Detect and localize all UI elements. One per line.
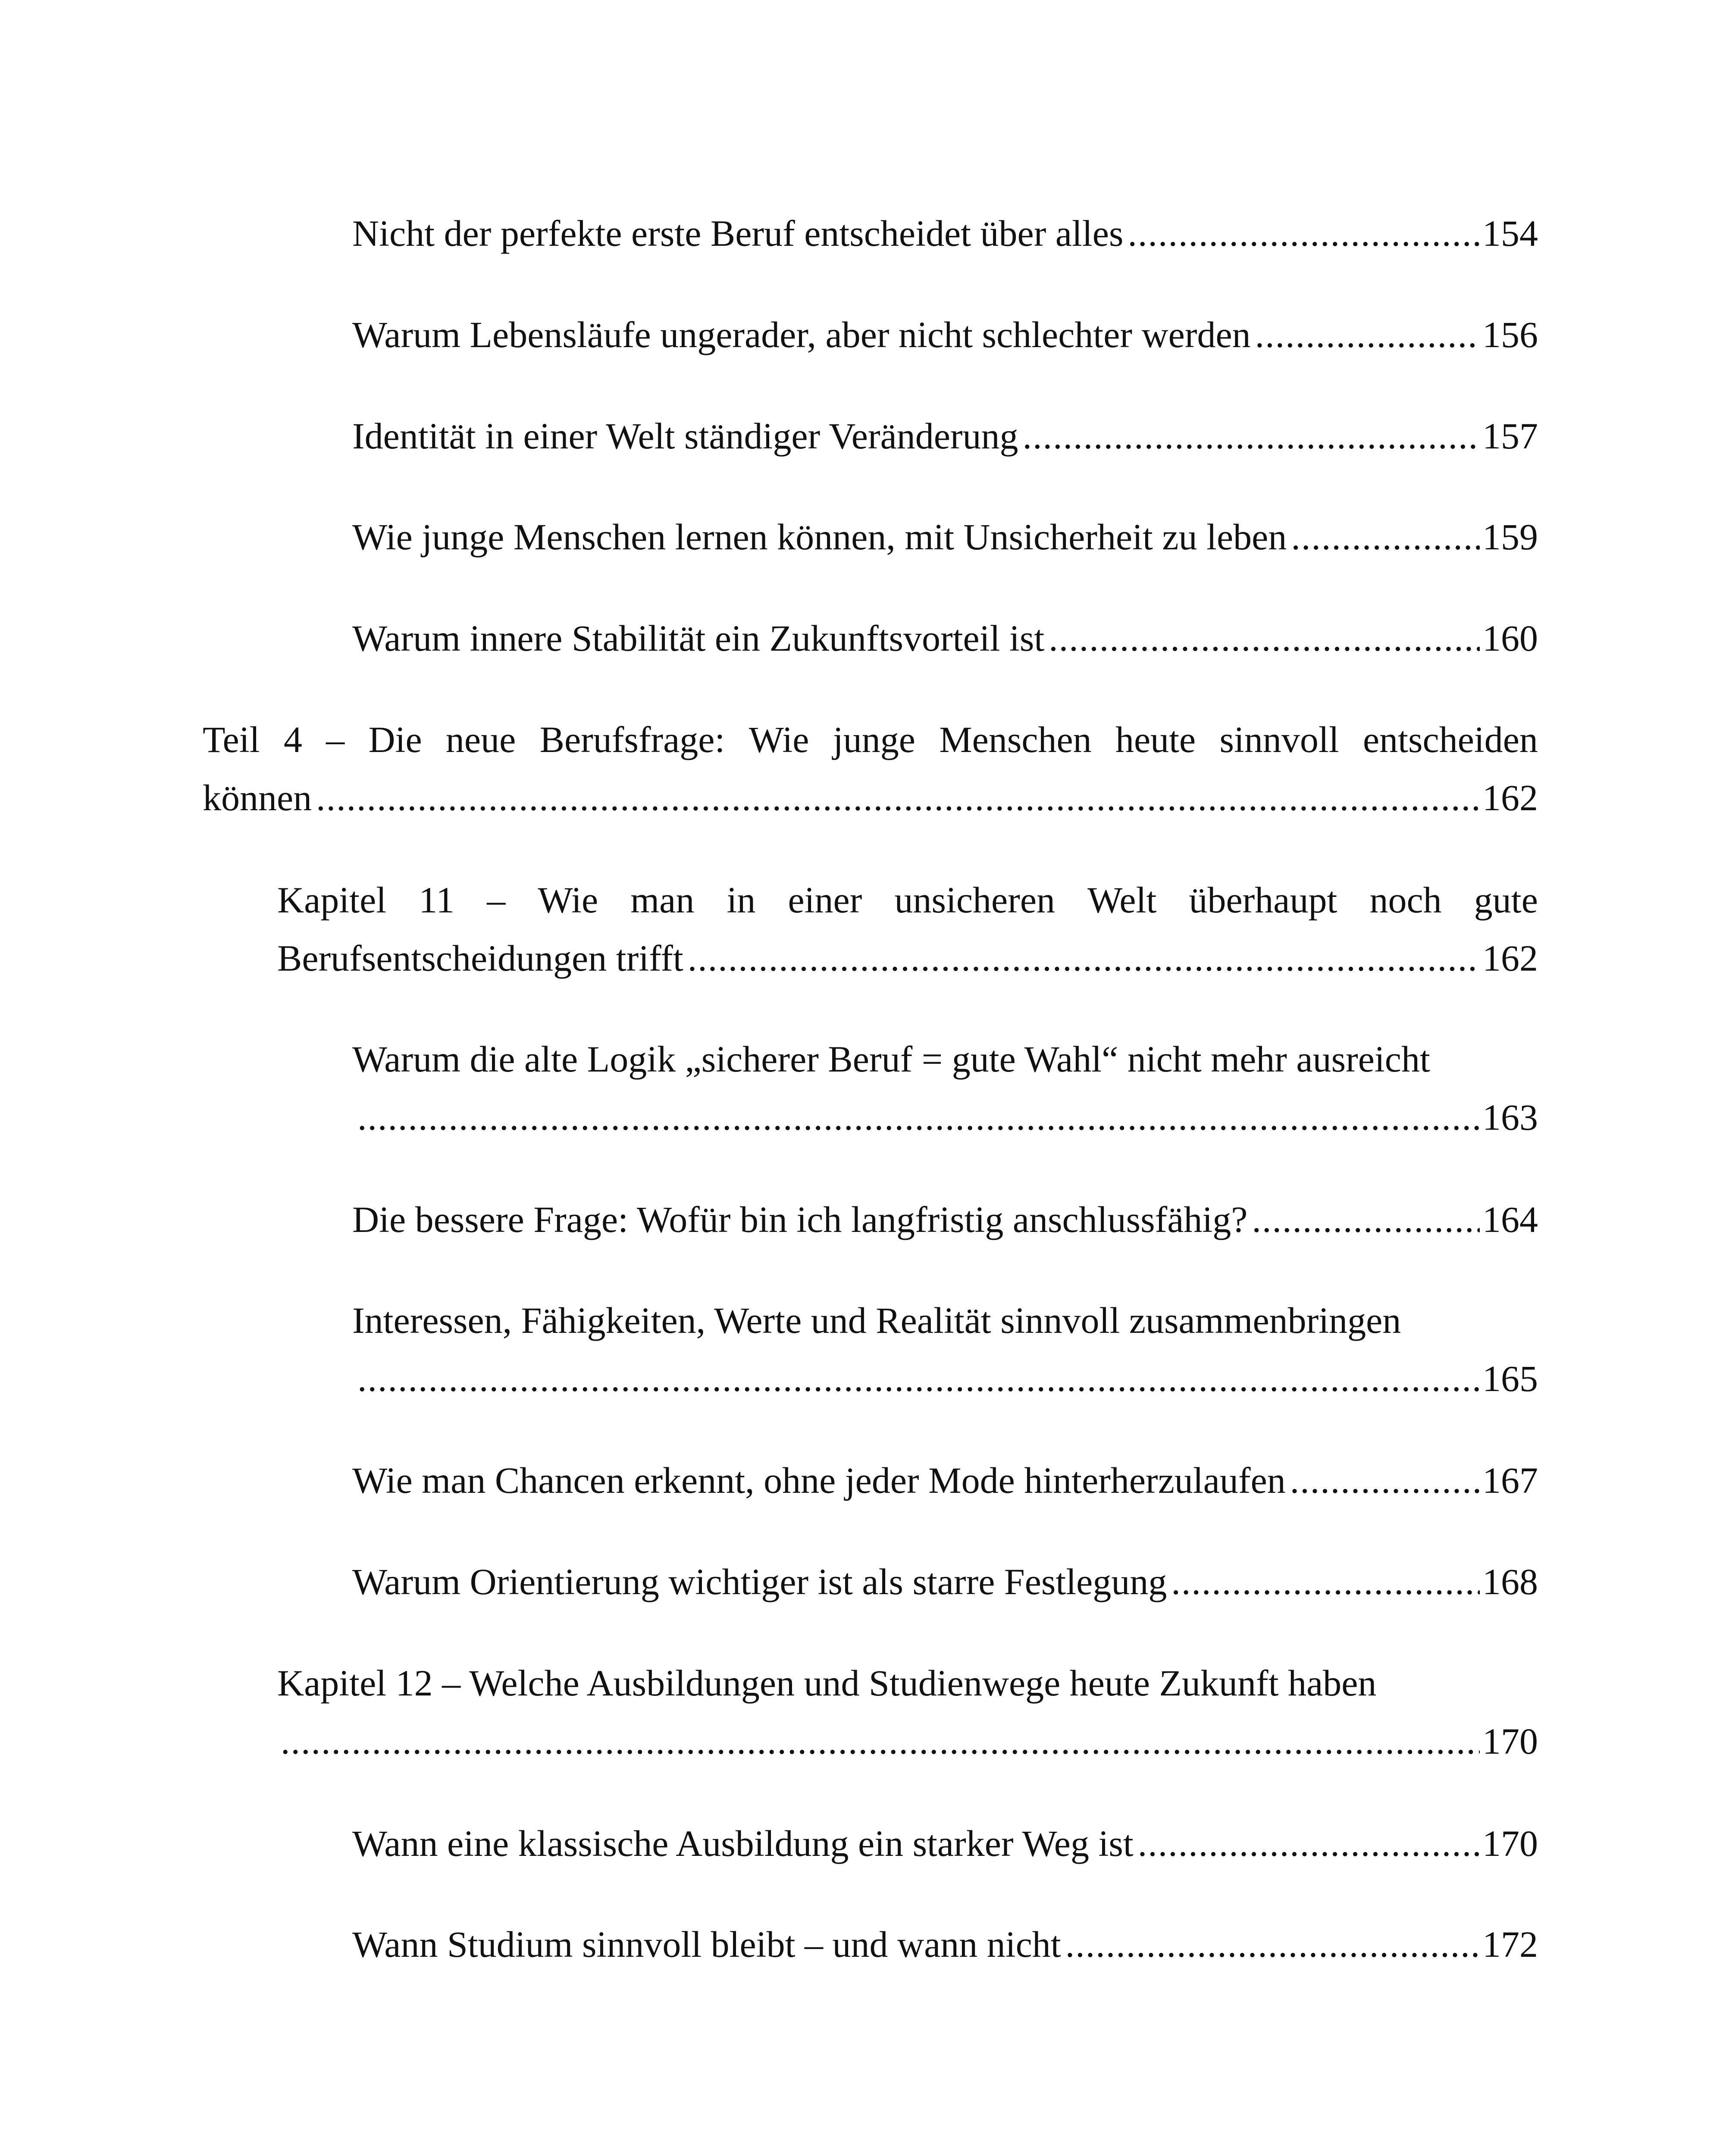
toc-title-word: Wie bbox=[749, 719, 809, 760]
toc-title-word: einer bbox=[788, 879, 862, 921]
toc-title-word: Menschen bbox=[939, 719, 1092, 760]
toc-title-word: sinnvoll bbox=[1219, 719, 1339, 760]
toc-title-word: entscheiden bbox=[1362, 719, 1538, 760]
toc-page-number: 162 bbox=[1482, 937, 1538, 979]
toc-entry-title-line bbox=[203, 711, 1538, 769]
toc-entry[interactable] bbox=[352, 407, 1538, 465]
toc-page-number: 168 bbox=[1482, 1561, 1538, 1602]
toc-entry-title: können bbox=[203, 777, 312, 818]
toc-page-number: 160 bbox=[1482, 617, 1538, 659]
toc-entry[interactable] bbox=[352, 1191, 1538, 1249]
toc-title-word: Die bbox=[368, 719, 422, 760]
toc-page-number: 159 bbox=[1482, 516, 1538, 558]
toc-page-number: 156 bbox=[1482, 314, 1538, 355]
toc-page-number: 163 bbox=[1482, 1097, 1538, 1138]
toc-page-number: 154 bbox=[1482, 213, 1538, 254]
toc-entry-title: Wann eine klassische Ausbildung ein starker Weg ist bbox=[352, 1823, 1134, 1864]
toc-entry-title: Wann Studium sinnvoll bleibt – und wann nicht bbox=[352, 1924, 1061, 1965]
dot-leader bbox=[357, 1350, 1480, 1408]
toc-chapter-entry[interactable] bbox=[277, 871, 1538, 987]
toc-entry[interactable] bbox=[352, 306, 1538, 364]
dot-leader bbox=[281, 1712, 1480, 1771]
toc-entry-title: Berufsentscheidungen trifft bbox=[277, 937, 683, 979]
toc-entry-title-line bbox=[277, 871, 1538, 929]
dot-leader bbox=[1049, 609, 1480, 667]
dot-leader bbox=[1023, 407, 1480, 465]
toc-title-word: Teil bbox=[203, 719, 260, 760]
toc-title-word: Kapitel bbox=[277, 879, 387, 921]
toc-entry[interactable] bbox=[352, 1915, 1538, 1974]
dot-leader bbox=[1138, 1814, 1480, 1873]
toc-part-entry[interactable] bbox=[203, 711, 1538, 827]
toc-entry-title: Identität in einer Welt ständiger Veränderung bbox=[352, 415, 1018, 457]
toc-entry-title: Warum innere Stabilität ein Zukunftsvorteil ist bbox=[352, 617, 1045, 659]
dot-leader bbox=[1252, 1191, 1480, 1249]
toc-title-word: – bbox=[487, 879, 506, 921]
dot-leader bbox=[1171, 1553, 1480, 1611]
toc-entry-title: Wie junge Menschen lernen können, mit Unsicherheit zu leben bbox=[352, 516, 1287, 558]
toc-title-word: Wie bbox=[538, 879, 598, 921]
toc-page-number: 162 bbox=[1482, 777, 1538, 818]
dot-leader bbox=[1065, 1915, 1480, 1974]
toc-title-word: 4 bbox=[283, 719, 302, 760]
toc-page-number: 165 bbox=[1482, 1358, 1538, 1399]
toc-entry-title: Kapitel 12 – Welche Ausbildungen und Studienwege heute Zukunft haben bbox=[277, 1662, 1377, 1704]
toc-entry[interactable] bbox=[352, 609, 1538, 667]
toc-page-number: 170 bbox=[1482, 1823, 1538, 1864]
toc-page-number: 164 bbox=[1482, 1199, 1538, 1240]
dot-leader bbox=[357, 1088, 1480, 1147]
toc-title-word: noch bbox=[1369, 879, 1442, 921]
dot-leader bbox=[1255, 306, 1480, 364]
toc-chapter-entry[interactable] bbox=[277, 1654, 1538, 1771]
toc-entry[interactable] bbox=[352, 1291, 1538, 1408]
toc-title-word: in bbox=[727, 879, 756, 921]
dot-leader bbox=[316, 769, 1480, 827]
toc-entry-title: Wie man Chancen erkennt, ohne jeder Mode hinterherzulaufen bbox=[352, 1460, 1286, 1501]
toc-entry[interactable] bbox=[352, 508, 1538, 566]
toc-title-word: man bbox=[630, 879, 695, 921]
toc-page-number: 170 bbox=[1482, 1720, 1538, 1762]
toc-entry-title: Die bessere Frage: Wofür bin ich langfristig anschlussfähig? bbox=[352, 1199, 1248, 1240]
toc-entry[interactable] bbox=[352, 1814, 1538, 1873]
toc-entry-title: Interessen, Fähigkeiten, Werte und Realität sinnvoll zusammenbringen bbox=[352, 1300, 1401, 1341]
toc-title-word: überhaupt bbox=[1189, 879, 1337, 921]
toc-title-word: neue bbox=[445, 719, 516, 760]
toc-entry[interactable] bbox=[352, 1030, 1538, 1147]
toc-title-word: Berufsfrage: bbox=[539, 719, 725, 760]
toc-entry[interactable] bbox=[352, 1553, 1538, 1611]
toc-entry[interactable] bbox=[352, 1451, 1538, 1510]
dot-leader bbox=[1291, 508, 1480, 566]
toc-title-word: heute bbox=[1115, 719, 1196, 760]
toc-page-number: 157 bbox=[1482, 415, 1538, 457]
toc-title-word: 11 bbox=[419, 879, 455, 921]
toc-entry-title: Warum die alte Logik „sicherer Beruf = gute Wahl“ nicht mehr ausreicht bbox=[352, 1038, 1430, 1080]
toc-title-word: gute bbox=[1474, 879, 1538, 921]
toc-entry-title: Nicht der perfekte erste Beruf entscheidet über alles bbox=[352, 213, 1124, 254]
toc-title-word: Welt bbox=[1087, 879, 1157, 921]
dot-leader bbox=[1128, 204, 1480, 263]
toc-entry[interactable] bbox=[352, 204, 1538, 263]
toc-title-word: unsicheren bbox=[894, 879, 1055, 921]
toc-title-word: junge bbox=[833, 719, 915, 760]
toc-entry-title: Warum Orientierung wichtiger ist als starre Festlegung bbox=[352, 1561, 1167, 1602]
toc-entry-title: Warum Lebensläufe ungerader, aber nicht schlechter werden bbox=[352, 314, 1251, 355]
toc-page-number: 167 bbox=[1482, 1460, 1538, 1501]
dot-leader bbox=[1290, 1451, 1480, 1510]
dot-leader bbox=[688, 929, 1480, 987]
toc-title-word: – bbox=[326, 719, 345, 760]
toc-page-number: 172 bbox=[1482, 1924, 1538, 1965]
